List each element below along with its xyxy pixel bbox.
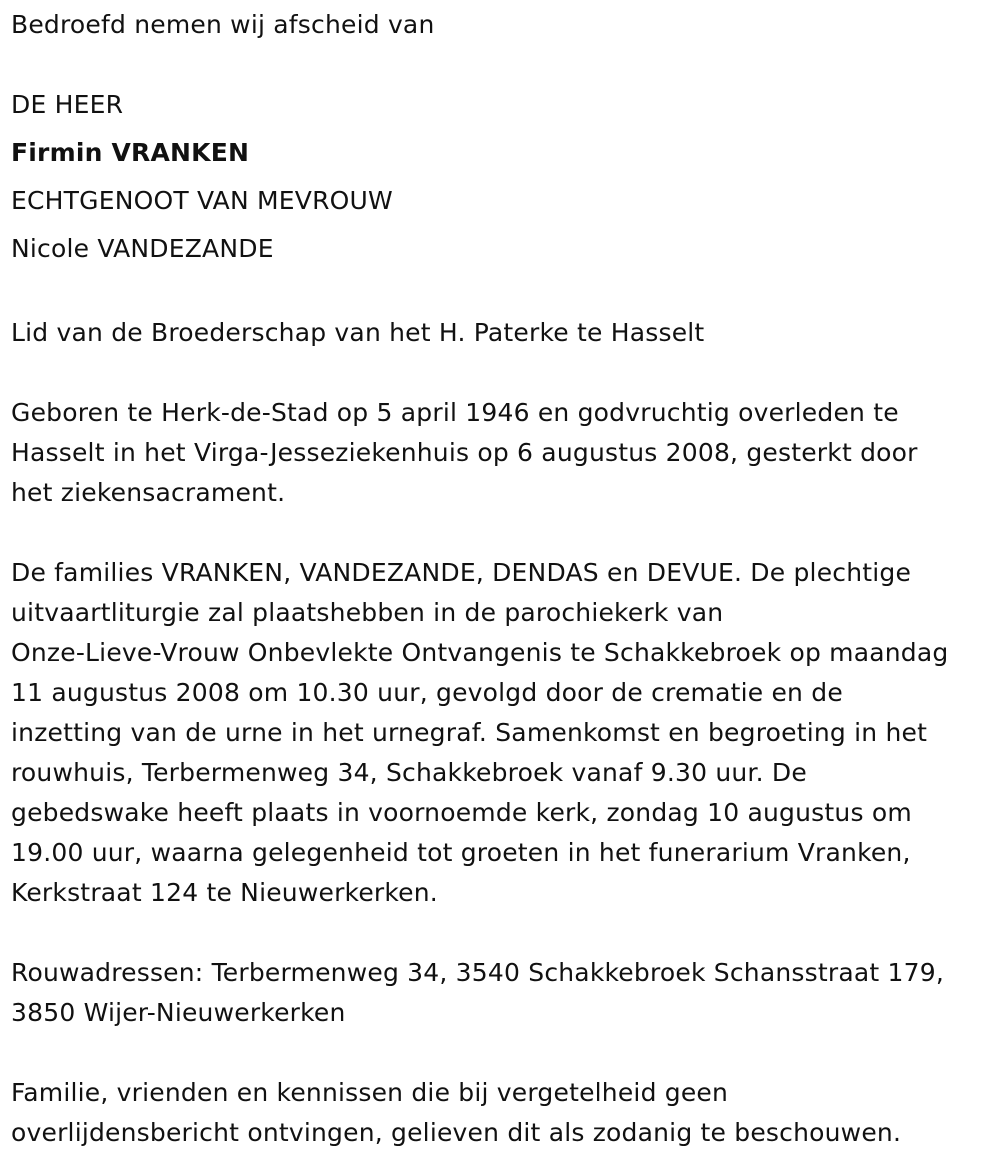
paragraph-line: Onze-Lieve-Vrouw Onbevlekte Ontvangenis te Schakkebroek op maandag bbox=[11, 638, 949, 667]
closing-paragraph bbox=[11, 1073, 991, 1153]
paragraph-line: Hasselt in het Virga-Jesseziekenhuis op 6 augustus 2008, gesterkt door bbox=[11, 438, 918, 467]
paragraph-line: overlijdensbericht ontvingen, gelieven dit als zodanig te beschouwen. bbox=[11, 1118, 902, 1147]
deceased-name: Firmin VRANKEN bbox=[11, 138, 250, 167]
paragraph-line: 3850 Wijer-Nieuwerkerken bbox=[11, 998, 346, 1027]
paragraph-line: 19.00 uur, waarna gelegenheid tot groeten in het funerarium Vranken, bbox=[11, 838, 911, 867]
salutation: DE HEER bbox=[11, 90, 124, 119]
membership-line: Lid van de Broederschap van het H. Paterke te Hasselt bbox=[11, 318, 705, 347]
paragraph-line: het ziekensacrament. bbox=[11, 478, 286, 507]
paragraph-line: De families VRANKEN, VANDEZANDE, DENDAS en DEVUE. De plechtige bbox=[11, 558, 912, 587]
paragraph-line: gebedswake heeft plaats in voornoemde kerk, zondag 10 augustus om bbox=[11, 798, 912, 827]
relation-line: ECHTGENOOT VAN MEVROUW bbox=[11, 186, 393, 215]
intro-line: Bedroefd nemen wij afscheid van bbox=[11, 10, 435, 39]
paragraph-line: rouwhuis, Terbermenweg 34, Schakkebroek vanaf 9.30 uur. De bbox=[11, 758, 807, 787]
paragraph-line: Rouwadressen: Terbermenweg 34, 3540 Schakkebroek Schansstraat 179, bbox=[11, 958, 944, 987]
deceased-block bbox=[11, 81, 991, 273]
paragraph-line: 11 augustus 2008 om 10.30 uur, gevolgd door de crematie en de bbox=[11, 678, 843, 707]
death-notice bbox=[11, 5, 991, 1153]
ceremony-paragraph bbox=[11, 553, 991, 913]
paragraph-line: Familie, vrienden en kennissen die bij vergetelheid geen bbox=[11, 1078, 729, 1107]
birth-death-paragraph bbox=[11, 393, 991, 513]
paragraph-line: uitvaartliturgie zal plaatshebben in de parochiekerk van bbox=[11, 598, 724, 627]
paragraph-line: Geboren te Herk-de-Stad op 5 april 1946 en godvruchtig overleden te bbox=[11, 398, 899, 427]
paragraph-line: inzetting van de urne in het urnegraf. Samenkomst en begroeting in het bbox=[11, 718, 928, 747]
paragraph-line: Kerkstraat 124 te Nieuwerkerken. bbox=[11, 878, 438, 907]
spouse-name: Nicole VANDEZANDE bbox=[11, 234, 274, 263]
addresses-paragraph bbox=[11, 953, 991, 1033]
